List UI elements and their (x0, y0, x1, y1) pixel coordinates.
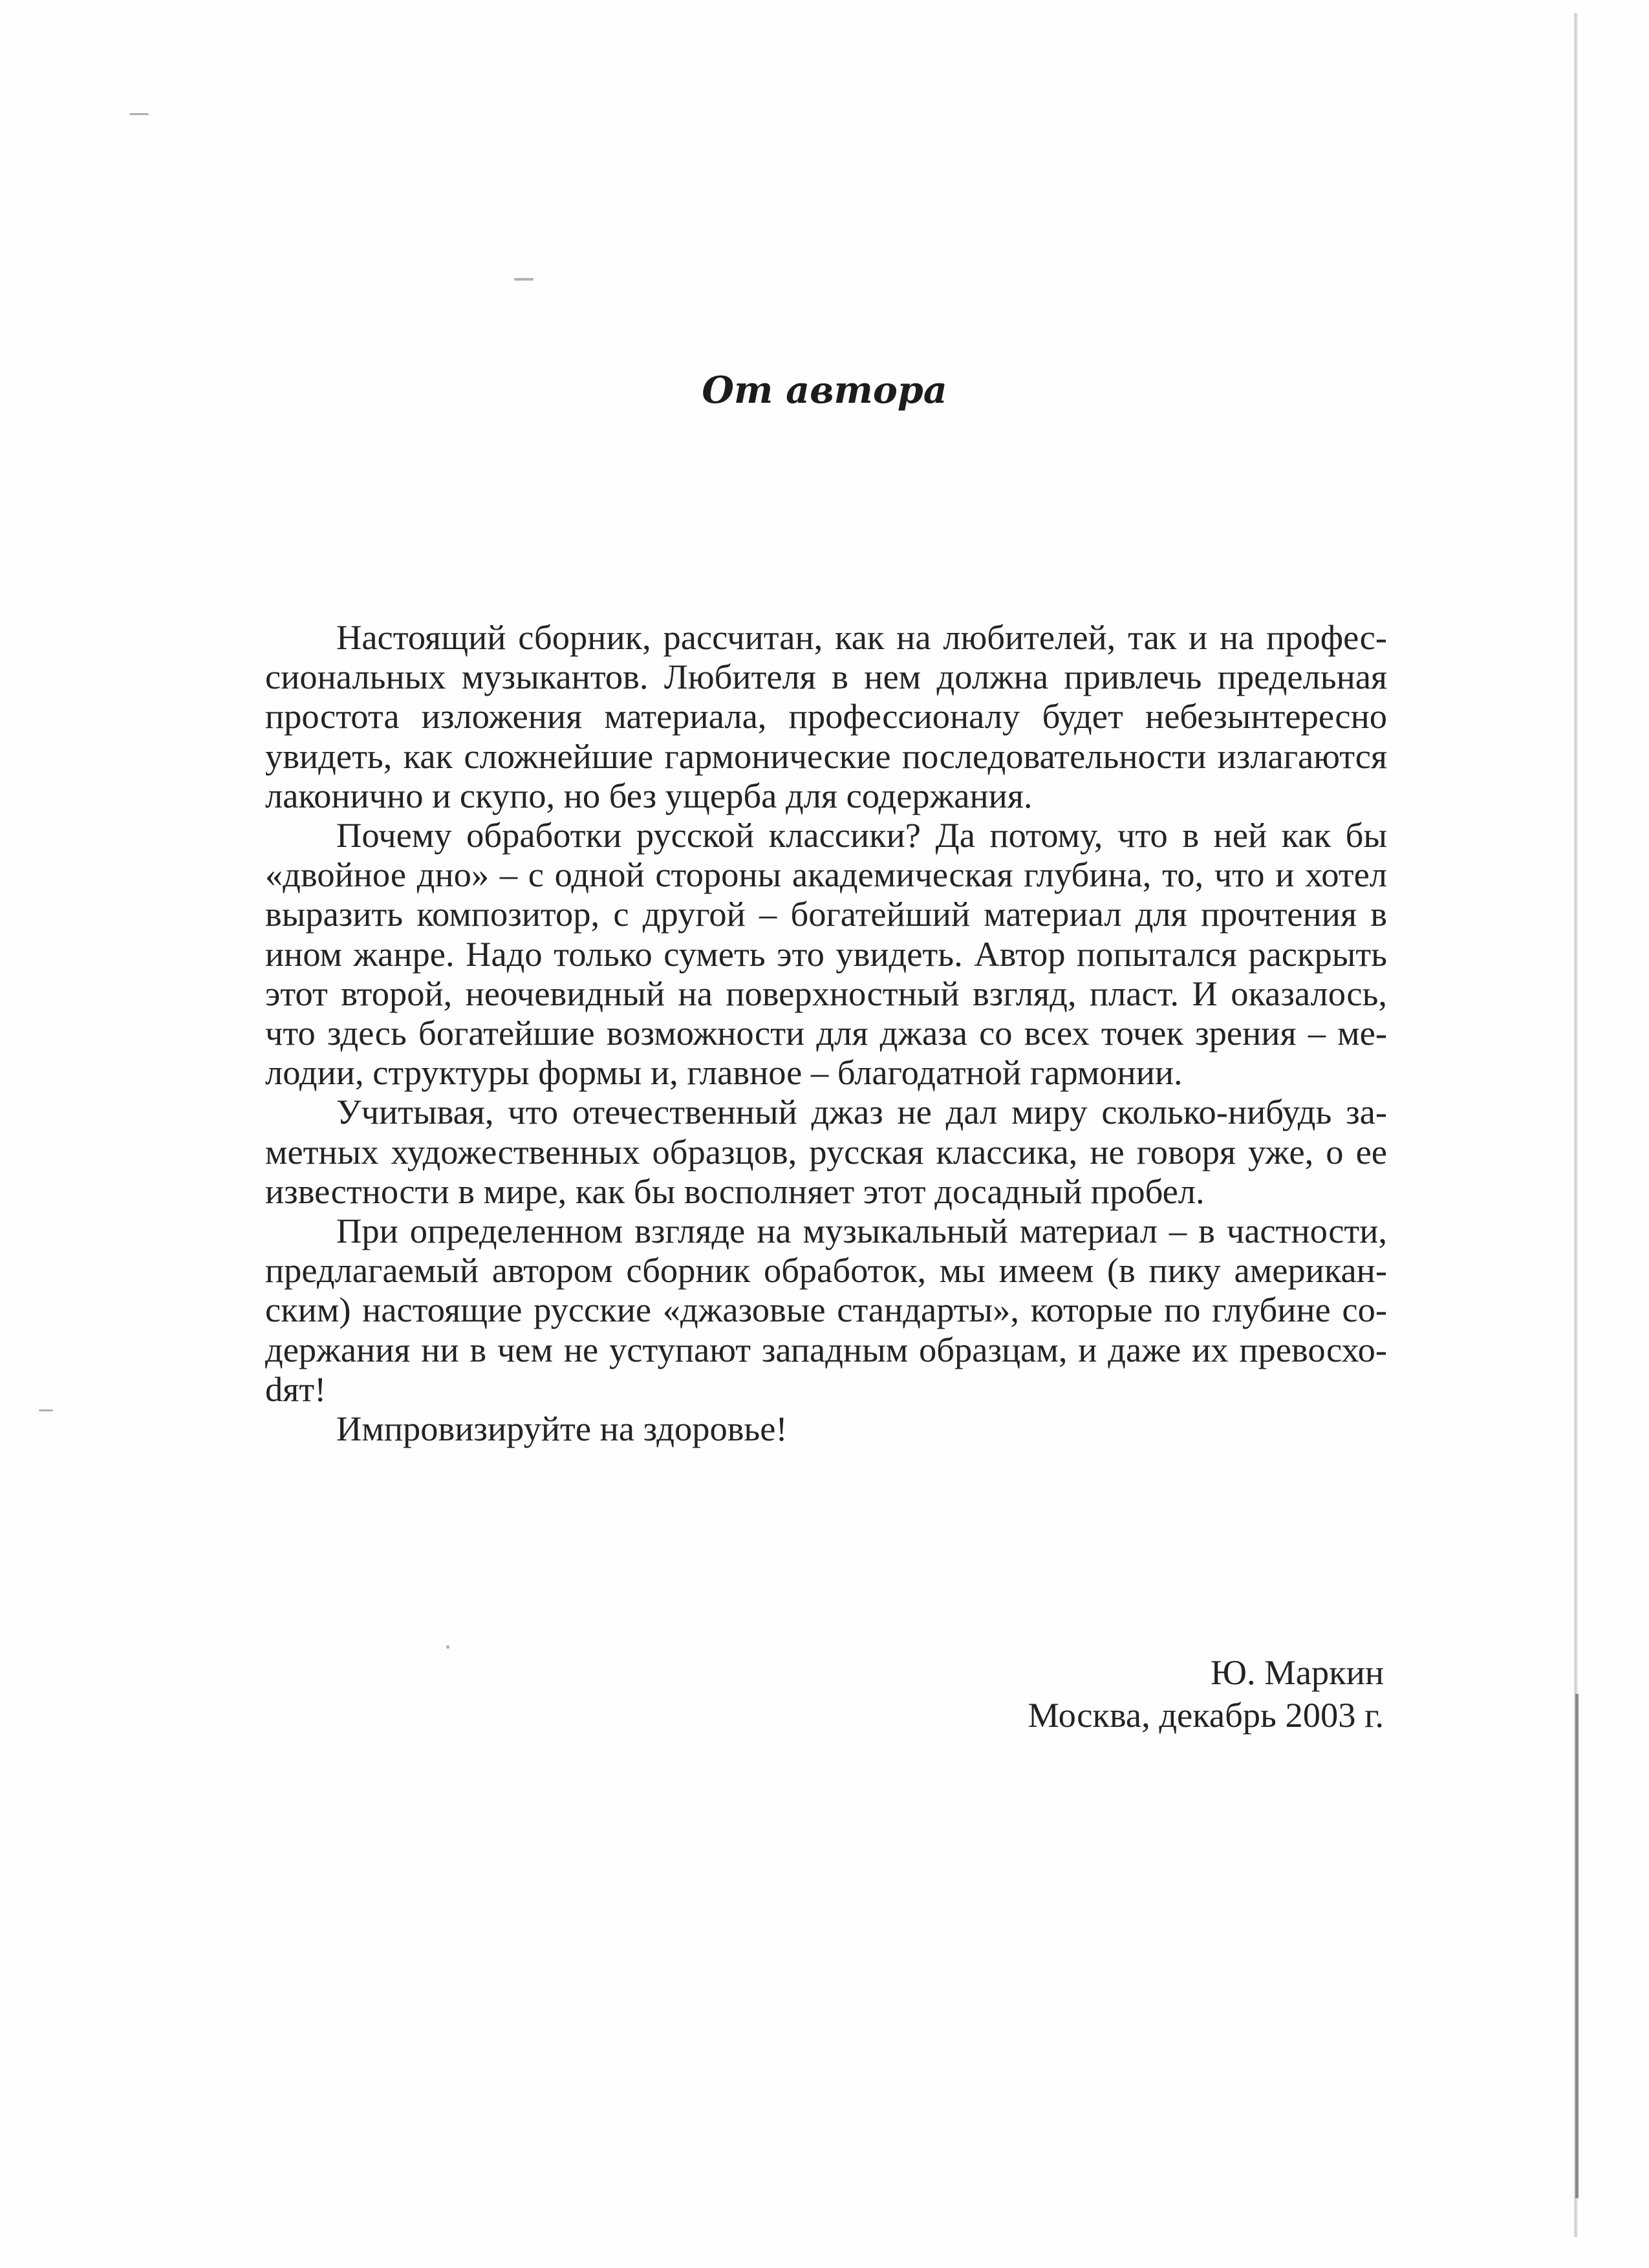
paragraph: Импровизируйте на здоровье! (336, 1409, 788, 1449)
paragraph: При определенном взгляде на музыкальный материал – в частности, предлагаемый автором сборник обработок, мы имеем (в пику американским) настоящие русские «джазовые стандарты», которые по глубине содержания ни в чем не уступают западным образцам, и даже их превосхоdят! (265, 1211, 1387, 1409)
scan-speck (129, 113, 149, 115)
author-name: Ю. Маркин (1211, 1653, 1384, 1692)
scan-speck (446, 1645, 449, 1649)
scan-edge-shadow (1575, 1694, 1579, 2198)
signature-block (1028, 1651, 1384, 1737)
page-title: От автора (702, 369, 947, 412)
scan-speck (39, 1409, 53, 1411)
paragraph: Учитывая, что отечественный джаз не дал миру сколько-нибудь заметных художественных образцов, русская классика, не говоря уже, о ее известности в мире, как бы восполняет этот досадный пробел. (265, 1092, 1387, 1211)
scan-speck (514, 278, 534, 281)
paragraph: Почему обработки русской классики? Да потому, что в ней как бы «двойное дно» – с одной стороны академическая глубина, то, что и хотел выразить композитор, с другой – богатейший материал для прочтения в ином жанре. Надо только суметь это увидеть. Автор попытался раскрыть этот второй, неочевидный на поверхностный взгляд, пласт. И оказалось, что здесь богатейшие возможности для джаза со всех точек зрения – мелодии, структуры формы и, главное – благодатной гармонии. (265, 815, 1387, 1093)
place-date: Москва, декабрь 2003 г. (1028, 1695, 1384, 1735)
paragraph: Настоящий сборник, рассчитан, как на любителей, так и на профессиональных музыкантов. Любителя в нем должна привлечь предельная простота изложения материала, профессионалу будет небезынтересно увидеть, как сложнейшие гармонические последовательности излагаются лаконично и скупо, но без ущерба для содержания. (265, 617, 1387, 815)
body-text (265, 617, 1387, 1448)
